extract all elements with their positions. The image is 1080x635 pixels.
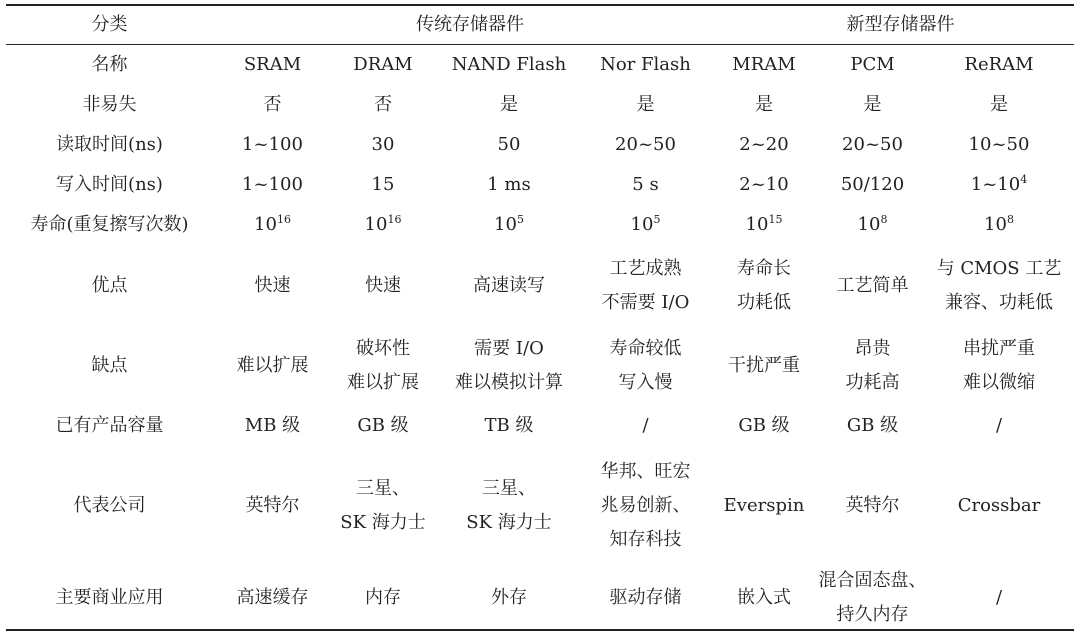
cell-text: 50 <box>497 134 521 155</box>
table-cell <box>332 85 434 125</box>
table-cell <box>584 205 707 245</box>
table-cell <box>434 85 584 125</box>
table-cell <box>707 406 821 446</box>
cell-text: 混合固态盘、 <box>818 569 927 591</box>
cell-text: SK 海力士 <box>466 512 552 533</box>
table-cell <box>707 165 821 205</box>
table-row <box>6 245 1074 326</box>
cell-text: MB 级 <box>244 415 301 436</box>
table-cell <box>434 566 584 629</box>
cell-text: 与 CMOS 工艺 <box>936 257 1062 279</box>
row-label: 寿命(重复擦写次数) <box>30 214 189 235</box>
table-cell <box>821 165 924 205</box>
column-header: SRAM <box>243 54 302 75</box>
cell-text: 20~50 <box>842 134 903 155</box>
table-cell <box>332 566 434 629</box>
table-cell <box>924 406 1074 446</box>
cell-text: $10^8$ <box>984 213 1014 235</box>
cell-text: 高速缓存 <box>236 586 309 608</box>
table-cell <box>924 165 1074 205</box>
cell-text: 干扰严重 <box>728 355 800 376</box>
table-cell <box>821 125 924 165</box>
new-group-label: 新型存储器件 <box>846 14 955 35</box>
table-cell <box>707 125 821 165</box>
cell-text: $10^{16}$ <box>254 213 291 235</box>
row-label: 主要商业应用 <box>55 586 164 608</box>
cell-text: 快速 <box>365 274 401 296</box>
column-header: NAND Flash <box>451 54 567 75</box>
table-row <box>6 566 1074 629</box>
table-cell <box>434 125 584 165</box>
cell-text: 是 <box>863 94 882 115</box>
cell-text: 外存 <box>491 586 527 608</box>
cell-text: / <box>642 415 649 436</box>
traditional-group-header <box>213 6 727 44</box>
table-row <box>6 406 1074 446</box>
column-header: MRAM <box>732 54 796 75</box>
cell-text: 需要 I/O <box>474 338 544 359</box>
table-cell <box>707 326 821 406</box>
cell-text: 写入慢 <box>618 372 673 393</box>
table-cell <box>821 326 924 406</box>
cell-text: 工艺成熟 <box>609 257 682 279</box>
cell-text: GB 级 <box>357 415 409 436</box>
table-cell <box>434 245 584 326</box>
cell-text: 英特尔 <box>845 495 900 516</box>
new-group-header <box>727 6 1074 44</box>
cell-text: 5 s <box>632 174 659 195</box>
cell-text: 2~20 <box>739 134 789 155</box>
cell-text: $1\sim 10^4$ <box>970 173 1028 195</box>
table-cell <box>213 566 332 629</box>
category-label: 分类 <box>91 14 128 35</box>
cell-text: 寿命长 <box>737 257 791 279</box>
row-label: 优点 <box>91 274 128 296</box>
cell-text: 内存 <box>365 586 401 608</box>
table-cell <box>707 566 821 629</box>
table-cell <box>584 165 707 205</box>
table-cell <box>707 205 821 245</box>
table-cell <box>584 446 707 566</box>
cell-text: 1~100 <box>242 174 303 195</box>
cell-text: 串扰严重 <box>963 338 1035 359</box>
table-cell <box>821 245 924 326</box>
table-cell <box>584 406 707 446</box>
table-cell <box>332 125 434 165</box>
table-row <box>6 446 1074 566</box>
row-label: 代表公司 <box>73 495 146 516</box>
cell-text: 是 <box>636 94 655 115</box>
cell-text: 30 <box>371 134 395 155</box>
table-cell <box>707 245 821 326</box>
table-cell <box>584 85 707 125</box>
table-cell <box>821 205 924 245</box>
table-cell <box>332 205 434 245</box>
cell-text: $10^5$ <box>494 213 524 235</box>
table-cell <box>584 566 707 629</box>
cell-text: GB 级 <box>738 415 790 436</box>
row-label: 非易失 <box>82 94 137 115</box>
column-header-row <box>6 46 1074 84</box>
cell-text: 高速读写 <box>473 274 545 296</box>
table-cell <box>434 406 584 446</box>
cell-text: 是 <box>500 94 518 115</box>
cell-text: 功耗低 <box>737 291 791 313</box>
row-label: 读取时间(ns) <box>56 134 163 155</box>
table-cell <box>434 446 584 566</box>
table-cell <box>213 125 332 165</box>
table-cell <box>924 245 1074 326</box>
column-header: ReRAM <box>964 54 1034 75</box>
table-group-header-row <box>6 6 1074 44</box>
table-row <box>6 205 1074 245</box>
cell-text: 三星、 <box>482 478 536 499</box>
table-cell <box>821 85 924 125</box>
cell-text: Crossbar <box>957 495 1041 516</box>
table-cell <box>584 326 707 406</box>
table-cell <box>332 406 434 446</box>
cell-text: GB 级 <box>846 415 899 436</box>
table-cell <box>332 446 434 566</box>
cell-text: 工艺简单 <box>836 274 909 296</box>
cell-text: SK 海力士 <box>340 512 426 533</box>
cell-text: 破坏性 <box>356 338 410 359</box>
table-cell <box>821 446 924 566</box>
column-header: PCM <box>850 54 895 75</box>
table-cell <box>332 165 434 205</box>
table-cell <box>213 406 332 446</box>
cell-text: 50/120 <box>840 174 905 195</box>
table-cell <box>213 165 332 205</box>
cell-text: $10^{15}$ <box>745 213 783 235</box>
table-cell <box>434 165 584 205</box>
cell-text: $10^8$ <box>857 213 888 235</box>
cell-text: $10^5$ <box>630 213 661 235</box>
table-cell <box>434 326 584 406</box>
table-row <box>6 326 1074 406</box>
table-cell <box>584 125 707 165</box>
table-row <box>6 165 1074 205</box>
cell-text: 1~100 <box>242 134 303 155</box>
table-row <box>6 125 1074 165</box>
cell-text: / <box>995 415 1003 436</box>
table-cell <box>707 85 821 125</box>
column-header: Nor Flash <box>600 54 691 75</box>
cell-text: 昂贵 <box>854 338 891 359</box>
table-cell <box>584 245 707 326</box>
cell-text: 1 ms <box>487 174 531 195</box>
table-cell <box>818 566 927 629</box>
table-cell <box>821 406 924 446</box>
cell-text: 不需要 I/O <box>601 291 690 313</box>
cell-text: 兆易创新、 <box>600 495 691 516</box>
cell-text: 华邦、旺宏 <box>600 461 691 482</box>
table-cell <box>924 326 1074 406</box>
row-label: 已有产品容量 <box>55 415 164 436</box>
table-cell <box>924 566 1074 629</box>
cell-text: 15 <box>371 174 395 195</box>
table-bottom-rule <box>6 629 1074 631</box>
cell-text: 兼容、功耗低 <box>945 291 1053 313</box>
table-cell <box>924 205 1074 245</box>
cell-text: 否 <box>374 94 392 115</box>
cell-text: 是 <box>755 94 773 115</box>
table-cell <box>213 446 332 566</box>
column-header: 名称 <box>91 54 128 75</box>
table-cell <box>924 85 1074 125</box>
category-header <box>6 6 213 44</box>
cell-text: 三星、 <box>356 478 410 499</box>
cell-text: $10^{16}$ <box>364 213 402 235</box>
cell-text: Everspin <box>723 495 805 516</box>
table-cell <box>707 446 821 566</box>
cell-text: 寿命较低 <box>609 338 682 359</box>
cell-text: 快速 <box>254 274 291 296</box>
column-header: DRAM <box>353 54 413 75</box>
group-header-rule <box>6 44 1074 45</box>
table-cell <box>434 205 584 245</box>
cell-text: TB 级 <box>484 415 534 436</box>
cell-text: 难以扩展 <box>236 355 309 376</box>
cell-text: 10~50 <box>968 134 1030 155</box>
cell-text: 知存科技 <box>609 529 682 550</box>
table-cell <box>213 205 332 245</box>
cell-text: 是 <box>990 94 1008 115</box>
cell-text: 2~10 <box>739 174 789 195</box>
cell-text: 难以模拟计算 <box>455 372 563 393</box>
cell-text: 功耗高 <box>845 372 900 393</box>
table-cell <box>332 326 434 406</box>
cell-text: 20~50 <box>615 134 676 155</box>
table-cell <box>213 85 332 125</box>
table-cell <box>924 125 1074 165</box>
cell-text: 否 <box>263 94 282 115</box>
table-cell <box>213 326 332 406</box>
table-cell <box>924 446 1074 566</box>
cell-text: 驱动存储 <box>609 586 682 608</box>
table-cell <box>213 245 332 326</box>
cell-text: 英特尔 <box>245 495 300 516</box>
table-cell <box>332 245 434 326</box>
cell-text: 难以扩展 <box>347 372 419 393</box>
cell-text: 嵌入式 <box>737 586 791 608</box>
traditional-group-label: 传统存储器件 <box>416 14 524 35</box>
row-label: 缺点 <box>91 355 128 376</box>
table-row <box>6 85 1074 125</box>
row-label: 写入时间(ns) <box>56 174 163 195</box>
cell-text: 持久内存 <box>836 603 909 625</box>
cell-text: / <box>995 586 1003 608</box>
cell-text: 难以微缩 <box>963 372 1035 393</box>
